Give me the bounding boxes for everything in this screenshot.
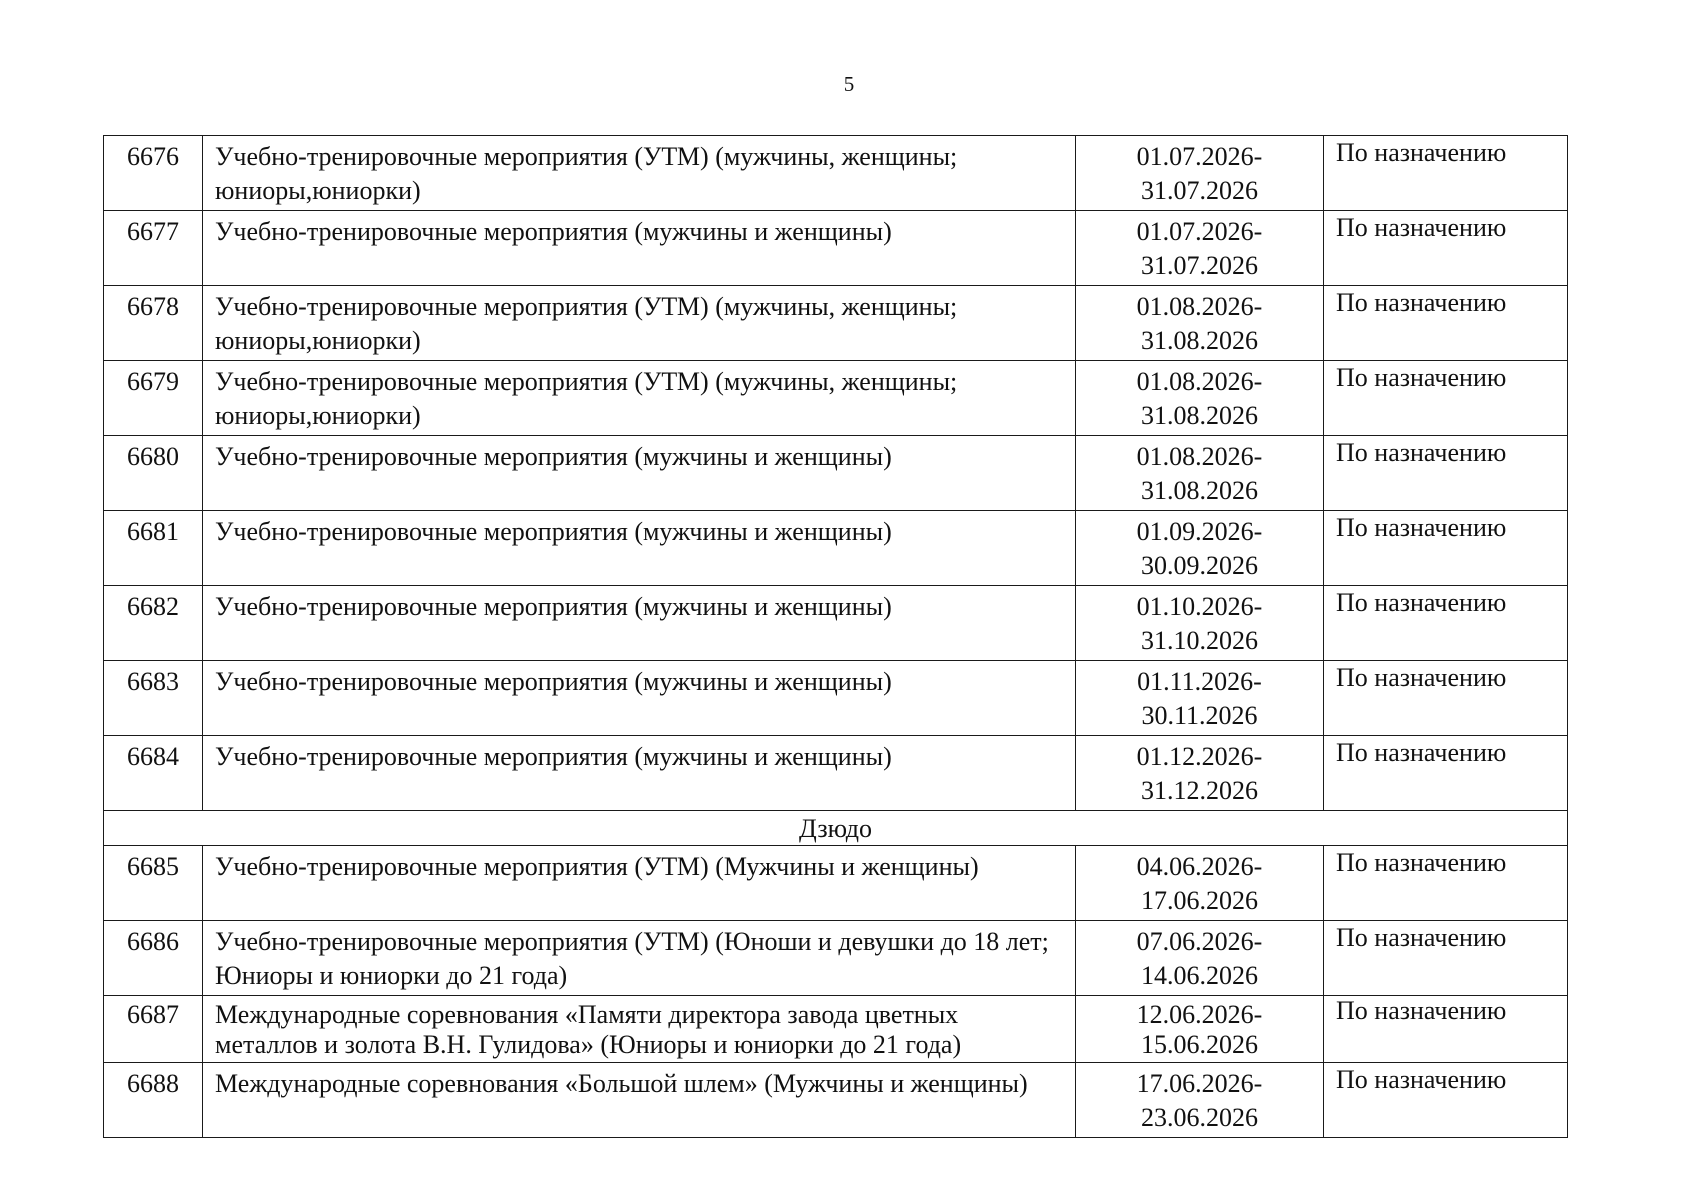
- table-row: [104, 921, 1568, 996]
- date-start: 01.07.2026-: [1136, 142, 1263, 171]
- event-place: По назначению: [1324, 586, 1568, 661]
- event-place: По назначению: [1324, 661, 1568, 736]
- table-row: [104, 436, 1568, 511]
- row-number: 6678: [104, 286, 203, 361]
- table-row: [104, 136, 1568, 211]
- event-name: Учебно-тренировочные мероприятия (УТМ) (мужчины, женщины; юниоры,юниорки): [203, 136, 1076, 211]
- event-name: Учебно-тренировочные мероприятия (УТМ) (мужчины, женщины; юниоры,юниорки): [203, 286, 1076, 361]
- date-start: 01.08.2026-: [1136, 442, 1263, 471]
- date-end: 31.07.2026: [1141, 251, 1258, 280]
- event-dates: [1076, 996, 1324, 1063]
- event-name: Учебно-тренировочные мероприятия (мужчины и женщины): [203, 211, 1076, 286]
- row-number: 6679: [104, 361, 203, 436]
- event-dates: [1076, 846, 1324, 921]
- date-end: 31.08.2026: [1141, 476, 1258, 505]
- date-end: 31.08.2026: [1141, 401, 1258, 430]
- event-place: По назначению: [1324, 736, 1568, 811]
- event-place: По назначению: [1324, 1063, 1568, 1138]
- event-place: По назначению: [1324, 846, 1568, 921]
- event-name: Международные соревнования «Памяти директора завода цветных металлов и золота В.Н. Гулидова» (Юниоры и юниорки до 21 года): [203, 996, 1076, 1063]
- events-table: [103, 135, 1568, 1138]
- date-end: 23.06.2026: [1141, 1103, 1258, 1132]
- event-dates: [1076, 436, 1324, 511]
- event-place: По назначению: [1324, 436, 1568, 511]
- date-start: 01.08.2026-: [1136, 367, 1263, 396]
- table-row: [104, 661, 1568, 736]
- event-name: Учебно-тренировочные мероприятия (УТМ) (Мужчины и женщины): [203, 846, 1076, 921]
- table-row: [104, 1063, 1568, 1138]
- table-row: [104, 586, 1568, 661]
- row-number: 6688: [104, 1063, 203, 1138]
- row-number: 6687: [104, 996, 203, 1063]
- table-row: [104, 361, 1568, 436]
- date-end: 31.10.2026: [1141, 626, 1258, 655]
- date-start: 04.06.2026-: [1136, 852, 1263, 881]
- date-start: 01.07.2026-: [1136, 217, 1263, 246]
- event-name: Учебно-тренировочные мероприятия (УТМ) (Юноши и девушки до 18 лет; Юниоры и юниорки до 21 года): [203, 921, 1076, 996]
- date-start: 01.08.2026-: [1136, 292, 1263, 321]
- event-place: По назначению: [1324, 996, 1568, 1063]
- date-end: 14.06.2026: [1141, 961, 1258, 990]
- date-start: 01.10.2026-: [1136, 592, 1263, 621]
- event-dates: [1076, 921, 1324, 996]
- event-place: По назначению: [1324, 211, 1568, 286]
- event-dates: [1076, 661, 1324, 736]
- event-place: По назначению: [1324, 361, 1568, 436]
- date-start: 01.11.2026-: [1137, 667, 1262, 696]
- row-number: 6683: [104, 661, 203, 736]
- row-number: 6682: [104, 586, 203, 661]
- event-place: По назначению: [1324, 136, 1568, 211]
- event-place: По назначению: [1324, 921, 1568, 996]
- event-name: Учебно-тренировочные мероприятия (мужчины и женщины): [203, 586, 1076, 661]
- date-start: 01.12.2026-: [1136, 742, 1263, 771]
- page-number: 5: [843, 72, 855, 96]
- event-name: Международные соревнования «Большой шлем» (Мужчины и женщины): [203, 1063, 1076, 1138]
- section-title: Дзюдо: [104, 811, 1568, 846]
- date-start: 07.06.2026-: [1136, 927, 1263, 956]
- date-end: 31.08.2026: [1141, 326, 1258, 355]
- date-start: 17.06.2026-: [1136, 1069, 1263, 1098]
- table-row: [104, 996, 1568, 1063]
- table-row: [104, 846, 1568, 921]
- date-end: 30.11.2026: [1141, 701, 1258, 730]
- event-place: По назначению: [1324, 286, 1568, 361]
- event-dates: [1076, 211, 1324, 286]
- date-start: 12.06.2026-: [1136, 1000, 1263, 1029]
- event-dates: [1076, 511, 1324, 586]
- row-number: 6686: [104, 921, 203, 996]
- date-end: 31.07.2026: [1141, 176, 1258, 205]
- event-dates: [1076, 736, 1324, 811]
- event-name: Учебно-тренировочные мероприятия (УТМ) (мужчины, женщины; юниоры,юниорки): [203, 361, 1076, 436]
- date-start: 01.09.2026-: [1136, 517, 1263, 546]
- event-name: Учебно-тренировочные мероприятия (мужчины и женщины): [203, 661, 1076, 736]
- row-number: 6684: [104, 736, 203, 811]
- event-name: Учебно-тренировочные мероприятия (мужчины и женщины): [203, 436, 1076, 511]
- table-row: [104, 736, 1568, 811]
- event-name: Учебно-тренировочные мероприятия (мужчины и женщины): [203, 511, 1076, 586]
- event-dates: [1076, 586, 1324, 661]
- date-end: 17.06.2026: [1141, 886, 1258, 915]
- event-dates: [1076, 286, 1324, 361]
- row-number: 6677: [104, 211, 203, 286]
- date-end: 31.12.2026: [1141, 776, 1258, 805]
- table-row: [104, 511, 1568, 586]
- event-name: Учебно-тренировочные мероприятия (мужчины и женщины): [203, 736, 1076, 811]
- row-number: 6685: [104, 846, 203, 921]
- section-header-row: [104, 811, 1568, 846]
- event-dates: [1076, 1063, 1324, 1138]
- events-table-body: [104, 136, 1568, 1138]
- event-dates: [1076, 136, 1324, 211]
- row-number: 6676: [104, 136, 203, 211]
- table-row: [104, 211, 1568, 286]
- row-number: 6680: [104, 436, 203, 511]
- table-row: [104, 286, 1568, 361]
- row-number: 6681: [104, 511, 203, 586]
- event-place: По назначению: [1324, 511, 1568, 586]
- event-dates: [1076, 361, 1324, 436]
- date-end: 30.09.2026: [1141, 551, 1258, 580]
- date-end: 15.06.2026: [1141, 1030, 1258, 1059]
